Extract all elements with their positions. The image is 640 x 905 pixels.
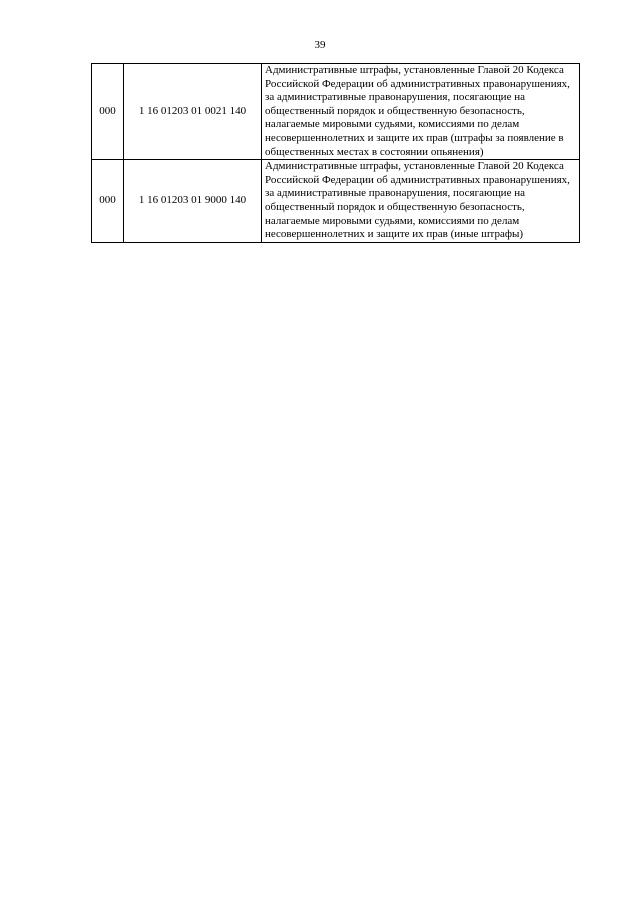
budget-classification-table	[91, 63, 580, 243]
admin-code-cell: 000	[92, 160, 124, 243]
description-cell: Административные штрафы, установленные Главой 20 Кодекса Российской Федерации об административных правонарушениях, за административные правонарушения, посягающие на общественный порядок и общественную безопасность, налагаемые мировыми судьями, комиссиями по делам несовершеннолетних и защите их прав (иные штрафы)	[262, 160, 580, 243]
admin-code-cell: 000	[92, 64, 124, 160]
table-row	[92, 160, 580, 243]
table-row	[92, 64, 580, 160]
page-number: 39	[314, 39, 326, 51]
kbk-code-cell: 1 16 01203 01 0021 140	[124, 64, 262, 160]
kbk-code-cell: 1 16 01203 01 9000 140	[124, 160, 262, 243]
description-cell: Административные штрафы, установленные Главой 20 Кодекса Российской Федерации об административных правонарушениях, за административные правонарушения, посягающие на общественный порядок и общественную безопасность, налагаемые мировыми судьями, комиссиями по делам несовершеннолетних и защите их прав (штрафы за появление в общественных местах в состоянии опьянения)	[262, 64, 580, 160]
